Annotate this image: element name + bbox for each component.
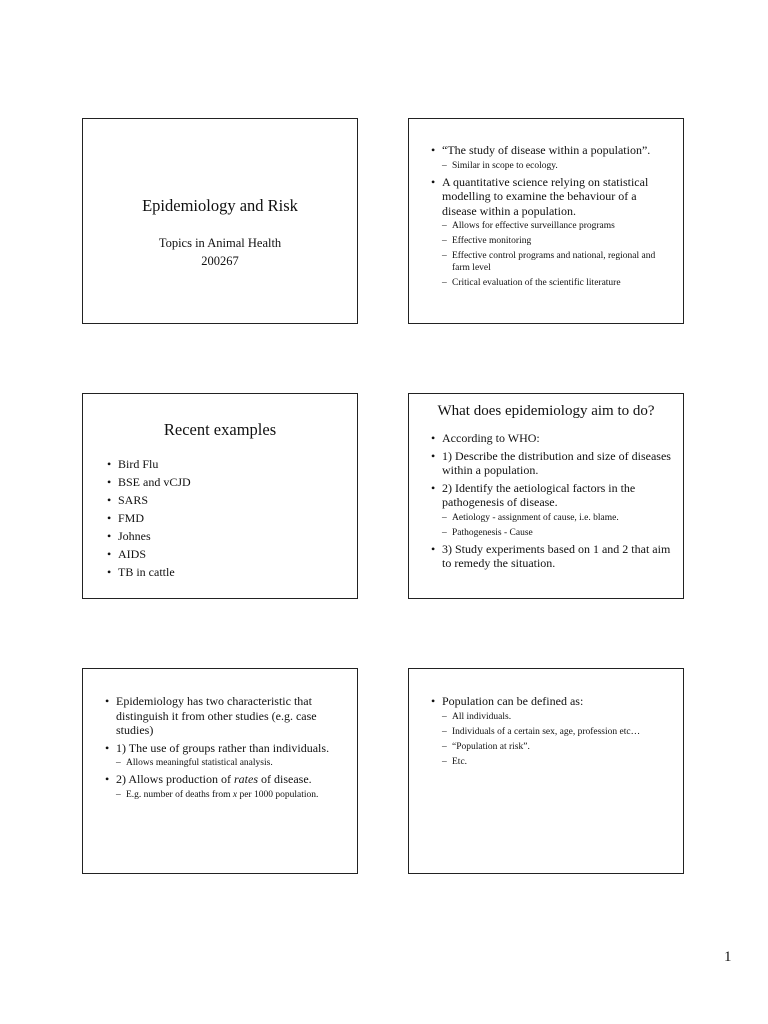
sub-bullet-list <box>116 789 343 801</box>
slide-title <box>82 118 358 324</box>
slide-1-title: Epidemiology and Risk <box>142 196 298 215</box>
sub-bullet-list <box>442 220 669 289</box>
sub-bullet-item: – Effective control programs and national, regional and farm level <box>442 250 669 274</box>
sub-text-before: E.g. number of deaths from <box>126 789 233 800</box>
slide-aims <box>408 393 684 599</box>
bullet-list <box>431 143 669 289</box>
sub-bullet-item: – Pathogenesis - Cause <box>442 527 673 539</box>
bullet-item <box>431 143 669 172</box>
sub-bullet-item: – Effective monitoring <box>442 235 669 247</box>
bullet-item <box>431 175 669 290</box>
bullet-list <box>431 694 669 768</box>
bullet-item: • TB in cattle <box>107 565 347 580</box>
bullet-text-after: of disease. <box>258 772 312 786</box>
slide-recent-examples <box>82 393 358 599</box>
sub-bullet-list <box>116 757 343 769</box>
course-code: 200267 <box>201 254 239 268</box>
bullet-item <box>105 741 343 770</box>
bullet-item <box>431 542 673 571</box>
sub-bullet-item: – Similar in scope to ecology. <box>442 160 669 172</box>
slide-characteristics <box>82 668 358 874</box>
bullet-item: • FMD <box>107 511 347 526</box>
slide-3-title: Recent examples <box>163 420 277 439</box>
sub-bullet-item: – Etc. <box>442 756 669 768</box>
bullet-item <box>105 772 343 801</box>
bullet-text: 1) The use of groups rather than individuals. <box>116 740 330 755</box>
bullet-item <box>431 431 673 446</box>
bullet-list <box>105 694 343 801</box>
bullet-text: Epidemiology has two characteristic that distinguish it from other studies (e.g. case studies) <box>116 694 317 737</box>
sub-text-after: per 1000 population. <box>237 789 319 800</box>
sub-bullet-list <box>442 512 673 539</box>
bullet-item <box>431 481 673 539</box>
bullet-item <box>431 694 669 768</box>
sub-bullet-item: – Aetiology - assignment of cause, i.e. blame. <box>442 512 673 524</box>
sub-bullet-item <box>116 789 343 801</box>
sub-bullet-list <box>442 711 669 768</box>
sub-bullet-item: – “Population at risk”. <box>442 741 669 753</box>
bullet-text: 3) Study experiments based on 1 and 2 that aim to remedy the situation. <box>442 541 671 570</box>
sub-bullet-item: – Individuals of a certain sex, age, profession etc… <box>442 726 669 738</box>
bullet-item: • AIDS <box>107 547 347 562</box>
bullet-item: • Johnes <box>107 529 347 544</box>
bullet-item <box>105 694 343 738</box>
sub-bullet-item: – Critical evaluation of the scientific literature <box>442 277 669 289</box>
sub-bullet-list <box>442 160 669 172</box>
slide-4-title: What does epidemiology aim to do? <box>437 403 655 419</box>
slide-population <box>408 668 684 874</box>
sub-text-emphasis: x <box>232 789 238 800</box>
bullet-text-before: 2) Allows production of <box>116 772 234 786</box>
bullet-text-emphasis: rates <box>234 772 258 786</box>
bullet-list <box>431 431 673 571</box>
bullet-text: A quantitative science relying on statistical modelling to examine the behaviour of a disease within a population. <box>442 174 649 218</box>
slide-definition <box>408 118 684 324</box>
bullet-text: Population can be defined as: <box>442 694 584 708</box>
bullet-item: • SARS <box>107 493 347 508</box>
course-name: Topics in Animal Health <box>158 236 282 250</box>
sub-bullet-item: – Allows for effective surveillance programs <box>442 220 669 232</box>
bullet-item <box>431 449 673 478</box>
sub-bullet-item: – All individuals. <box>442 711 669 723</box>
bullet-list <box>107 457 347 580</box>
bullet-text: According to WHO: <box>442 431 540 445</box>
bullet-item: • Bird Flu <box>107 457 347 472</box>
bullet-text: 1) Describe the distribution and size of diseases within a population. <box>442 448 671 477</box>
sub-bullet-item: – Allows meaningful statistical analysis. <box>116 757 343 769</box>
page-number: 1 <box>724 949 732 965</box>
bullet-text: “The study of disease within a population”. <box>442 143 651 157</box>
bullet-item: • BSE and vCJD <box>107 475 347 490</box>
bullet-text: 2) Identify the aetiological factors in the pathogenesis of disease. <box>442 480 636 509</box>
